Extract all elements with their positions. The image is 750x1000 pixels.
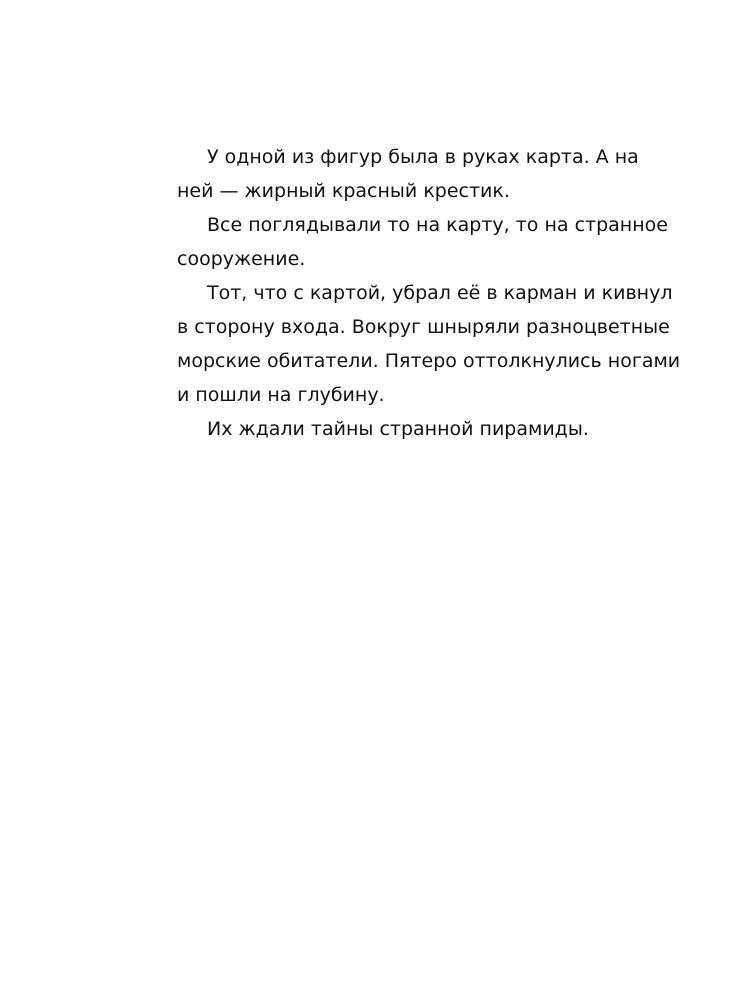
paragraph-4 [147,412,616,446]
text-line: в сторону входа. Вокруг шныряли разноцветные [177,316,670,338]
text-line: морские обитатели. Пятеро оттолкнулись ногами [177,350,681,372]
text-line: Тот, что с картой, убрал её в карман и кивнул [207,282,673,304]
paragraph-1 [147,140,639,208]
text-line: У одной из фигур была в руках карта. А на [207,146,639,168]
page-text [147,140,681,446]
paragraph-3 [147,276,681,412]
text-line: Все поглядывали то на карту, то на странное [207,214,668,236]
text-line: Их ждали тайны странной пирамиды. [207,418,589,440]
text-line: сооружение. [177,248,306,270]
text-line: ней — жирный красный крестик. [177,180,510,202]
paragraph-2 [147,208,668,276]
text-line: и пошли на глубину. [177,384,385,406]
